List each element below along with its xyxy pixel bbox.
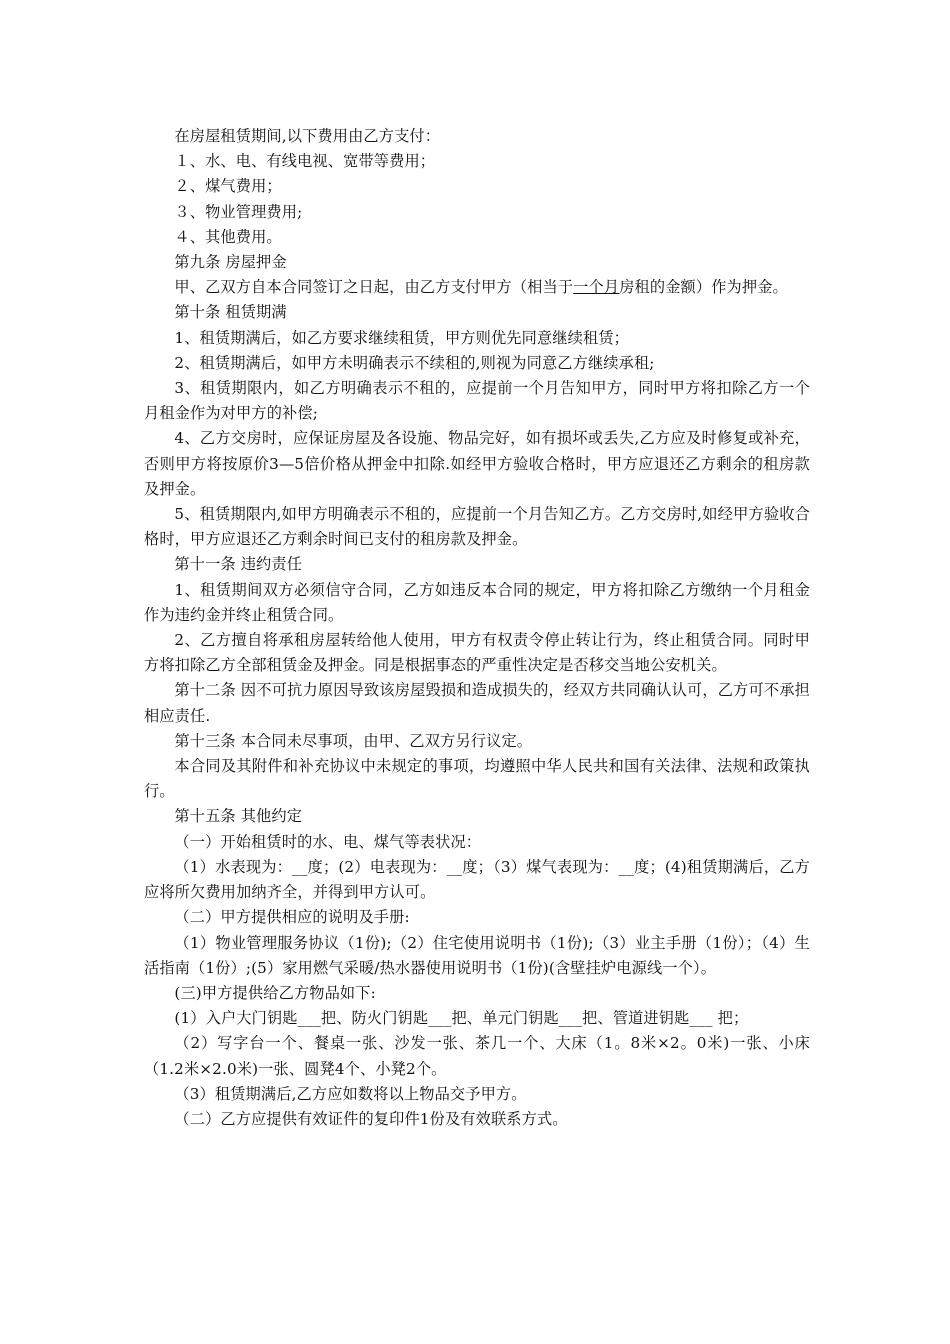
paragraph: (1）入户大门钥匙___把、防火门钥匙___把、单元门钥匙___把、管道进钥匙___ 把； bbox=[174, 1009, 749, 1028]
paragraph: 5、租赁期限内,如甲方明确表示不租的，应提前一个月告知乙方。乙方交房时,如经甲方验收合格时，甲方应退还乙方剩余时间已支付的租房款及押金。 bbox=[144, 505, 810, 549]
text-span: 甲、乙双方自本合同签订之日起，由乙方支付甲方（相当于 bbox=[174, 278, 574, 297]
paragraph: 1、租赁期满后，如乙方要求继续租赁，甲方则优先同意继续租赁； bbox=[174, 328, 629, 347]
paragraph: ２、煤气费用； bbox=[174, 177, 282, 196]
paragraph: （2）写字台一个、餐桌一张、沙发一张、茶几一个、大床（1。8米×2。0米)一张、小床（1.2米×2.0米)一张、圆凳4个、小凳2个。 bbox=[144, 1034, 810, 1078]
paragraph: 在房屋租赁期间,以下费用由乙方支付： bbox=[174, 127, 441, 145]
section-heading: 第十条 租赁期满 bbox=[174, 303, 287, 322]
underlined-term: 一个月 bbox=[573, 278, 620, 297]
paragraph: 4、乙方交房时，应保证房屋及各设施、物品完好，如有损坏或丢失,乙方应及时修复或补充，否则甲方将按原价3—5倍价格从押金中扣除.如经甲方验收合格时，甲方应退还乙方剩余的租房款及押金。 bbox=[144, 429, 810, 498]
paragraph-deposit bbox=[144, 275, 810, 300]
paragraph: （1）物业管理服务协议（1份);（2）住宅使用说明书（1份);（3）业主手册（1份）；（4）生活指南（1份）;(5）家用燃气采暖/热水器使用说明书（1份)(含壁挂炉电源线一个）。 bbox=[144, 933, 810, 977]
paragraph: ４、其他费用。 bbox=[174, 227, 282, 246]
paragraph: （一）开始租赁时的水、电、煤气等表状况： bbox=[174, 832, 482, 851]
paragraph: （1）水表现为：__度；(2）电表现为：__度；（3）煤气表现为：__度；(4)租赁期满后，乙方应将所欠费用加纳齐全，并得到甲方认可。 bbox=[144, 857, 810, 902]
paragraph: 第十二条 因不可抗力原因导致该房屋毁损和造成损失的，经双方共同确认认可，乙方可不承担相应责任. bbox=[144, 681, 810, 725]
paragraph: １、水、电、有线电视、宽带等费用； bbox=[174, 152, 436, 171]
paragraph: (三)甲方提供给乙方物品如下: bbox=[174, 983, 376, 1002]
paragraph: 3、租赁期限内，如乙方明确表示不租的，应提前一个月告知甲方，同时甲方将扣除乙方一个月租金作为对甲方的补偿; bbox=[144, 379, 810, 423]
paragraph: （二）甲方提供相应的说明及手册: bbox=[174, 908, 410, 927]
paragraph: 2、租赁期满后，如甲方未明确表示不续租的,则视为同意乙方继续承租; bbox=[174, 353, 655, 372]
paragraph: （3）租赁期满后,乙方应如数将以上物品交予甲方。 bbox=[174, 1084, 527, 1103]
section-heading: 第九条 房屋押金 bbox=[174, 253, 287, 272]
paragraph: 本合同及其附件和补充协议中未规定的事项，均遵照中华人民共和国有关法律、法规和政策执行。 bbox=[144, 757, 810, 801]
section-heading: 第十五条 其他约定 bbox=[174, 807, 303, 826]
paragraph: 2、乙方擅自将承租房屋转给他人使用，甲方有权责令停止转让行为，终止租赁合同。同时甲方将扣除乙方全部租赁金及押金。同是根据事态的严重性决定是否移交当地公安机关。 bbox=[144, 631, 810, 675]
paragraph: ３、物业管理费用; bbox=[174, 202, 303, 221]
document-body bbox=[144, 124, 810, 1132]
text-span: 房租的金额）作为押金。 bbox=[619, 278, 788, 297]
section-heading: 第十一条 违约责任 bbox=[174, 555, 303, 574]
paragraph: 1、租赁期间双方必须信守合同，乙方如违反本合同的规定，甲方将扣除乙方缴纳一个月租金作为违约金并终止租赁合同。 bbox=[144, 580, 810, 624]
paragraph: （二）乙方应提供有效证件的复印件1份及有效联系方式。 bbox=[174, 1109, 568, 1128]
paragraph: 第十三条 本合同未尽事项，由甲、乙双方另行议定。 bbox=[174, 731, 533, 750]
